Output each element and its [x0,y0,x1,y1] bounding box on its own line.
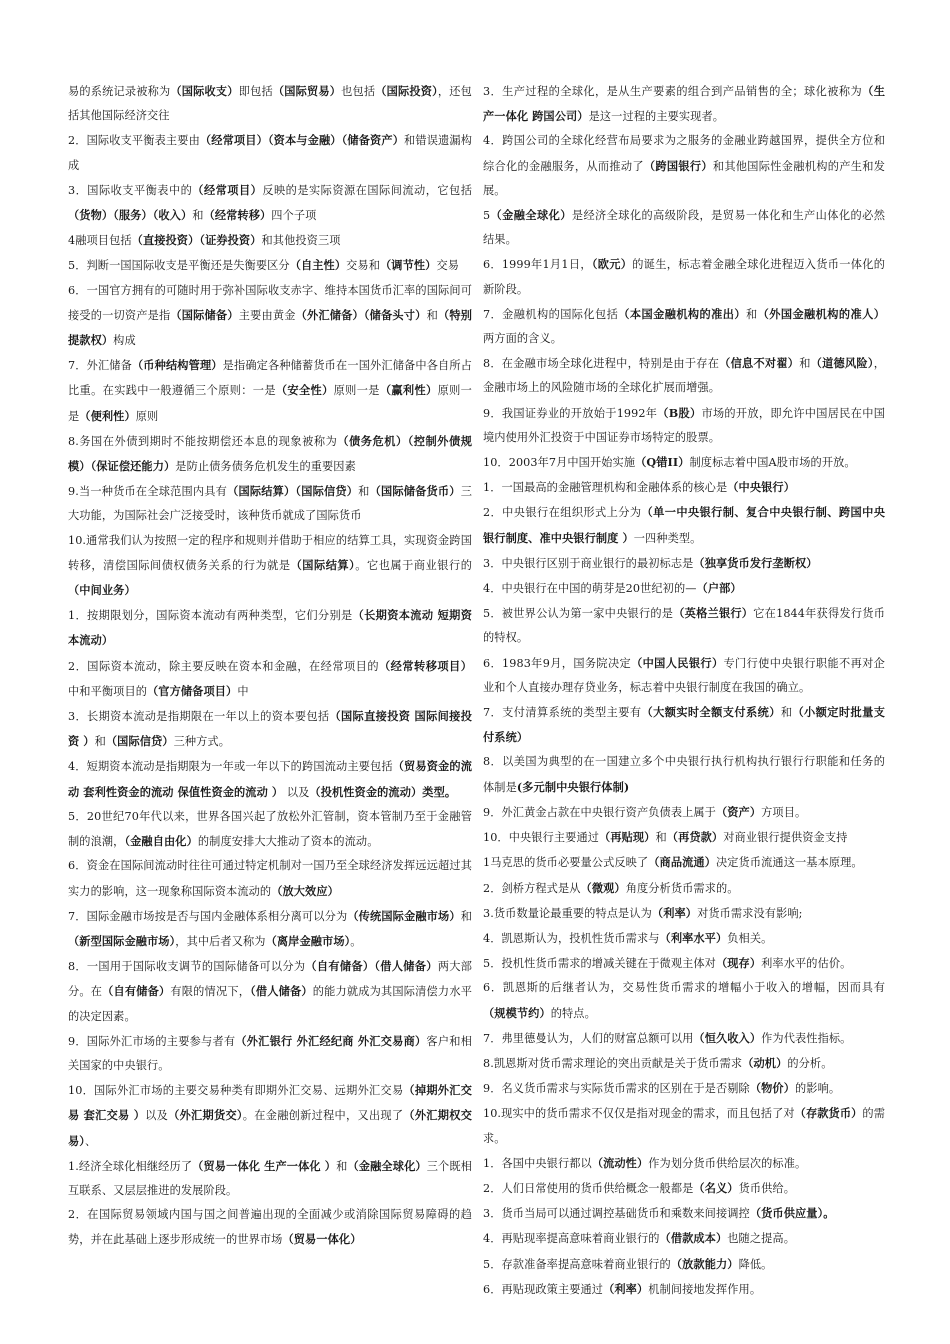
paragraph: 5．被世界公认为第一家中央银行的是（英格兰银行）它在1844年获得发行货币的特权。 [483,606,885,645]
paragraph: 10．中央银行主要通过（再贴现）和（再贷款）对商业银行提供资金支持 [483,830,848,845]
paragraph: 6．1999年1月1日，（欧元）的诞生，标志着金融全球化进程迈入货币一体化的新阶段。 [483,257,885,296]
paragraph: 4．短期资本流动是指期限为一年或一年以下的跨国流动主要包括（贸易资金的流动 套利性资金的流动 保值性资金的流动 ） 以及（投机性资金的流动）类型。 [68,759,472,799]
paragraph: 1．各国中央银行都以（流动性）作为划分货币供给层次的标准。 [483,1155,807,1170]
paragraph: 5．存款准备率提高意味着商业银行的（放款能力）降低。 [483,1256,773,1271]
paragraph: 8.凯恩斯对货币需求理论的突出贡献是关于货币需求（动机）的分析。 [483,1055,833,1070]
paragraph: 7．金融机构的国际化包括（本国金融机构的准出）和（外国金融机构的准人）两方面的含义。 [483,306,885,346]
paragraph: 3．中央银行区别于商业银行的最初标志是（独享货币发行垄断权） [483,555,818,570]
paragraph: 9.当一种货币在全球范围内具有（国际结算）（国际信贷）和（国际储备货币）三大功能，为国际社会广泛接受时，该种货币就成了国际货币 [68,484,472,523]
paragraph: 6．一国官方拥有的可随时用于弥补国际收支赤字、维持本国货币汇率的国际间可接受的一切资产是指（国际储备）主要由黄金（外汇储备）（储备头寸）和（特别提款权）构成 [68,283,472,348]
paragraph: 4融项目包括（直接投资）（证券投资）和其他投资三项 [68,233,341,248]
paragraph: 易的系统记录被称为（国际收支）即包括（国际贸易）也包括（国际投资），还包括其他国际经济交往 [68,84,472,123]
paragraph: 2．国际收支平衡表主要由（经常项目）（资本与金融）（储备资产）和错误遗漏构成 [68,133,472,172]
paragraph: 7．国际金融市场按是否与国内金融体系相分离可以分为（传统国际金融市场）和（新型国际金融市场），其中后者又称为（离岸金融市场）。 [68,908,472,948]
paragraph: 7．弗里德曼认为，人们的财富总额可以用（恒久收入）作为代表性指标。 [483,1030,852,1045]
paragraph: 3．生产过程的全球化，是从生产要素的组合到产品销售的全；球化被称为（生产一体化 跨国公司）是这一过程的主要实现者。 [483,84,886,124]
paragraph: 9．名义货币需求与实际货币需求的区别在于是否剔除（物价）的影响。 [483,1081,841,1096]
paragraph: 2．剑桥方程式是从（微观）角度分析货币需求的。 [483,880,739,895]
paragraph: 2．人们日常使用的货币供给概念一般都是（名义）货币供给。 [483,1180,796,1195]
paragraph: 8．以美国为典型的在一国建立多个中央银行执行机构执行银行行职能和任务的体制是(多元制中央银行体制) [483,755,885,794]
right-column [483,79,885,1302]
paragraph: 3．国际收支平衡表中的（经常项目）反映的是实际资源在国际间流动，它包括（货物）（服务）（收入）和（经常转移）四个子项 [68,182,472,223]
left-column [68,79,472,1253]
paragraph: 5．判断一国国际收支是平衡还是失衡要区分（自主性）交易和（调节性）交易 [68,258,460,273]
paragraph: 1．一国最高的金融管理机构和金融体系的核心是（中央银行） [483,480,795,495]
paragraph: 10．2003年7月中国开始实施（Q错II）制度标志着中国A股市场的开放。 [483,455,856,470]
paragraph: 4．凯恩斯认为，投机性货币需求与（利率水平）负相关。 [483,930,773,945]
paragraph: 4．跨国公司的全球化经营布局要求为之服务的金融业跨越国界，提供全方位和综合化的金融服务，从而推动了（跨国银行）和其他国际性金融机构的产生和发展。 [483,134,885,197]
paragraph: 4．再贴现率提高意味着商业银行的（借款成本）也随之提高。 [483,1231,795,1246]
paragraph: 5（金融全球化）是经济全球化的高级阶段，是贸易一体化和生产山体化的必然结果。 [483,208,886,247]
paragraph: 6．再贴现政策主要通过（利率）机制间接地发挥作用。 [483,1281,762,1296]
paragraph: 10.现实中的货币需求不仅仅是指对现金的需求，而且包括了对（存款货币）的需求。 [483,1106,885,1145]
paragraph: 3.货币数量论最重要的特点是认为（利率）对货币需求没有影响; [483,905,803,920]
paragraph: 8．一国用于国际收支调节的国际储备可以分为（自有储备）（借人储备）两大部分。在（自有储备）有限的情况下，（借人储备）的能力就成为其国际清偿力水平的决定因素。 [68,959,472,1023]
paragraph: 5．投机性货币需求的增减关键在于微观主体对（现存）利率水平的估价。 [483,956,852,971]
paragraph: 9．我国证券业的开放始于1992年（B股）市场的开放，即允许中国居民在中国境内使用外汇投资于中国证券市场特定的股票。 [483,405,885,444]
paragraph: 4．中央银行在中国的萌芽是20世纪初的—（户部） [483,581,742,596]
paragraph: 3．长期资本流动是指期限在一年以上的资本要包括（国际直接投资 国际间接投资 ）和（国际信贷）三种方式。 [68,709,472,749]
paragraph: 9．国际外汇市场的主要参与者有（外汇银行 外汇经纪商 外汇交易商）客户和相关国家的中央银行。 [68,1033,472,1072]
paragraph: 6．资金在国际间流动时往往可通过特定机制对一国乃至全球经济发挥远远超过其实力的影响，这一现象称国际资本流动的（放大效应） [68,859,472,898]
paragraph: 5．20世纪70年代以来，世界各国兴起了放松外汇管制，资本管制乃至于金融管制的浪潮，（金融自由化）的制度安排大大推动了资本的流动。 [68,809,472,849]
paragraph: 1．按期限划分，国际资本流动有两种类型，它们分别是（长期资本流动 短期资本流动） [68,608,473,648]
paragraph: 2．在国际贸易领域内国与国之间普遍出现的全面减少或消除国际贸易障碍的趋势，并在此基础上逐步形成统一的世界市场（贸易一体化） [68,1208,472,1247]
paragraph: 9．外汇黄金占款在中央银行资产负债表上属于（资产）方项目。 [483,804,807,819]
paragraph: 1.经济全球化相继经历了（贸易一体化 生产一体化 ）和（金融全球化）三个既相互联系、又层层推进的发展阶段。 [68,1158,472,1197]
paragraph: 10.通常我们认为按照一定的程序和规则并借助于相应的结算工具，实现资金跨国转移，清偿国际间债权债务关系的行为就是（国际结算）。它也属于商业银行的（中间业务） [68,533,472,598]
paragraph: 6．凯恩斯的后继者认为，交易性货币需求的增幅小于收入的增幅，因而具有（规模节约）的特点。 [483,981,885,1020]
paragraph: 2．国际资本流动，除主要反映在资本和金融，在经常项目的（经常转移项目） 中和平衡项目的（官方储备项目）中 [68,658,472,698]
paragraph: 2．中央银行在组织形式上分为（单一中央银行制、复合中央银行制、跨国中央银行制度、准中央银行制度 ）一四种类型。 [483,505,885,545]
paragraph: 6．1983年9月，国务院决定（中国人民银行）专门行使中央银行职能不再对企业和个人直接办理存贷业务，标志着中央银行制度在我国的确立。 [483,655,885,694]
paragraph: 10．国际外汇市场的主要交易种类有即期外汇交易、远期外汇交易（掉期外汇交易 套汇交易 ）以及（外汇期货交）。在金融创新过程中，又出现了（外汇期权交易）、 [68,1083,472,1148]
paragraph: 3．货币当局可以通过调控基础货币和乘数来间接调控（货币供应量）。 [483,1206,835,1221]
paragraph: 7．外汇储备（币种结构管理）是指确定各种储蓄货币在一国外汇储备中各自所占比重。在实践中一般遵循三个原则：一是（安全性）原则一是（赢利性）原则一是（便利性）原则 [68,358,473,423]
paragraph: 1马克思的货币必要量公式反映了（商品流通）决定货币流通这一基本原理。 [483,855,863,870]
paragraph: 8．在金融市场全球化进程中，特别是由于存在（信息不对翟）和（道德风险），金融市场上的风险随市场的全球化扩展而增强。 [483,356,885,395]
paragraph: 8.务国在外债到期时不能按期偿还本息的现象被称为（债务危机）（控制外债规模）（保证偿还能力）是防止债务债务危机发生的重要因素 [68,433,472,474]
paragraph: 7．支付清算系统的类型主要有（大额实时全额支付系统）和（小额定时批量支付系统） [483,705,885,745]
